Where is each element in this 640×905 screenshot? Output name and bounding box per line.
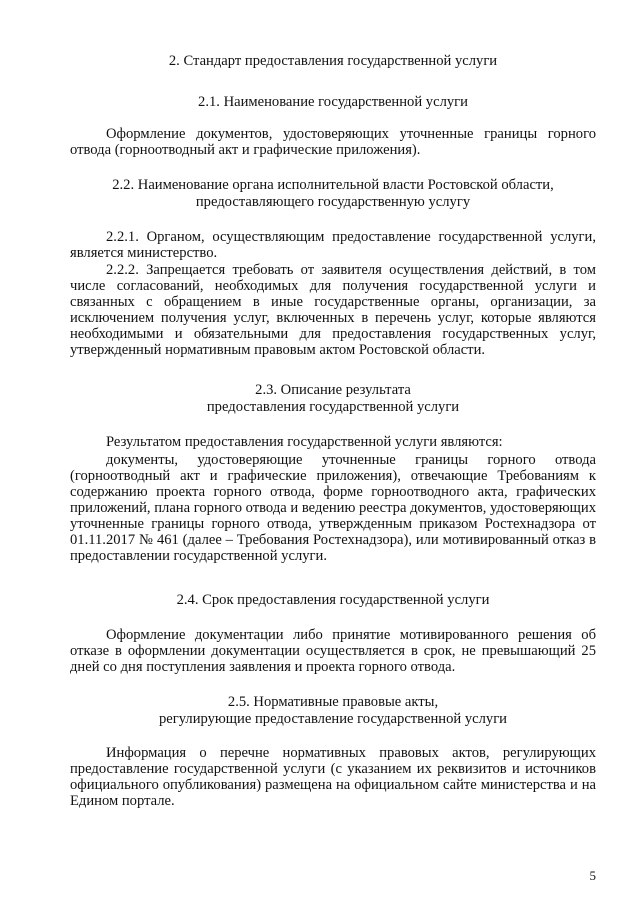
subsection-2-3-title-line2: предоставления государственной услуги — [206, 399, 460, 415]
subsection-2-2-2-text: 2.2.2. Запрещается требовать от заявителя осуществления действий, в том числе согласований, необходимых для получения государственной услуги и связанных с обращением в иные государственные органы, организации, за исключением получения услуг, включенных в перечень услуг, которые являются необходимыми и обязательными для предоставления государственных услуг, утвержденный нормативным правовым актом Ростовской области. — [70, 262, 596, 358]
subsection-2-1-title: 2.1. Наименование государственной услуги — [198, 94, 468, 110]
subsection-2-5-text: Информация о перечне нормативных правовых актов, регулирующих предоставление государственной услуги (с указанием их реквизитов и источников официального опубликования) размещена на официальном сайте министерства и на Едином портале. — [70, 745, 596, 809]
subsection-2-2-1-text: 2.2.1. Органом, осуществляющим предоставление государственной услуги, является министерство. — [70, 229, 596, 261]
subsection-2-2-title-line2: предоставляющего государственную услугу — [195, 194, 471, 210]
subsection-2-5-title-line2: регулирующие предоставление государственной услуги — [159, 711, 507, 727]
subsection-2-3-title-line1: 2.3. Описание результата — [255, 382, 411, 398]
subsection-2-3-intro: Результатом предоставления государственной услуги являются: — [106, 434, 503, 450]
section-title: 2. Стандарт предоставления государственной услуги — [168, 53, 498, 69]
subsection-2-4-title: 2.4. Срок предоставления государственной услуги — [176, 592, 490, 608]
subsection-2-5-title-line1: 2.5. Нормативные правовые акты, — [227, 694, 439, 710]
page-number: 5 — [589, 868, 596, 883]
subsection-2-2-title-line1: 2.2. Наименование органа исполнительной власти Ростовской области, — [112, 177, 554, 193]
subsection-2-3-text: документы, удостоверяющие уточненные границы горного отвода (горноотводный акт и графические приложения), отвечающие Требованиям к содержанию проекта горного отвода, форме горноотводного акта, графических приложений, плана горного отвода и ведению реестра документов, удостоверяющих уточненные границы горного отвода, утвержденным приказом Ростехнадзора от 01.11.2017 № 461 (далее – Требования Ростехнадзора), или мотивированный отказ в предоставлении государственной услуги. — [70, 452, 596, 564]
subsection-2-4-text: Оформление документации либо принятие мотивированного решения об отказе в оформлении документации осуществляется в срок, не превышающий 25 дней со дня поступления заявления и проекта горного отвода. — [70, 627, 596, 675]
subsection-2-1-text: Оформление документов, удостоверяющих уточненные границы горного отвода (горноотводный акт и графические приложения). — [70, 126, 596, 158]
